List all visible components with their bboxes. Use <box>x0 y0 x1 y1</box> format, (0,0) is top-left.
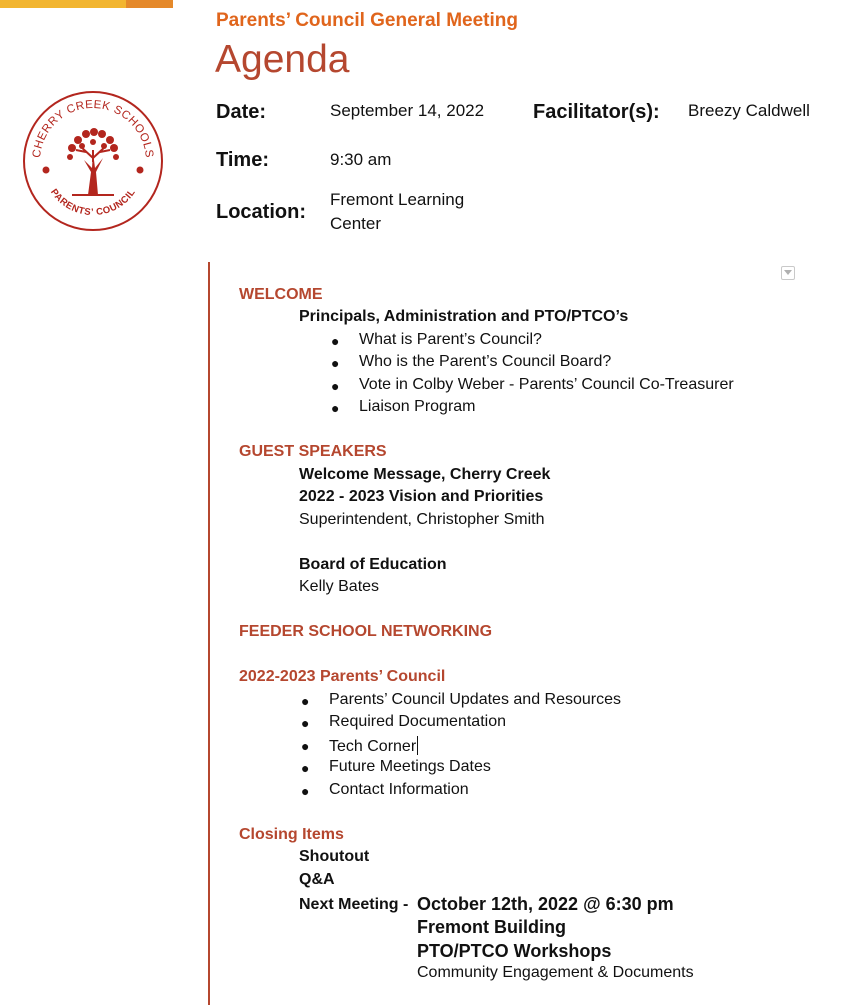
next-meeting-label: Next Meeting - <box>299 896 409 913</box>
top-accent-bar-end <box>126 0 173 8</box>
bullet-icon: ● <box>331 355 340 371</box>
next-meeting-detail: Community Engagement & Documents <box>417 964 694 981</box>
next-meeting-topic: PTO/PTCO Workshops <box>417 941 612 961</box>
welcome-item: Vote in Colby Weber - Parents’ Council Co-Treasurer <box>359 376 734 393</box>
guest-line-vision: 2022 - 2023 Vision and Priorities <box>299 488 544 505</box>
logo-text-top: CHERRY CREEK SCHOOLS <box>30 98 156 159</box>
bullet-icon: ● <box>331 333 340 349</box>
closing-shoutout: Shoutout <box>299 848 370 865</box>
date-value: September 14, 2022 <box>330 101 485 120</box>
next-meeting-date: October 12th, 2022 @ 6:30 pm <box>417 894 674 914</box>
time-value: 9:30 am <box>330 150 392 169</box>
council-item: Parents’ Council Updates and Resources <box>329 691 622 708</box>
welcome-subheading: Principals, Administration and PTO/PTCO’s <box>299 308 629 325</box>
document-subtitle: Parents’ Council General Meeting <box>216 10 518 31</box>
bullet-icon: ● <box>301 783 310 799</box>
bullet-icon: ● <box>301 738 310 754</box>
welcome-item: Liaison Program <box>359 398 476 415</box>
top-accent-bar <box>0 0 126 8</box>
location-label: Location: <box>216 201 306 223</box>
council-item-text: Tech Corner <box>329 738 417 755</box>
welcome-item: What is Parent’s Council? <box>359 331 542 348</box>
guest-line-welcome: Welcome Message, Cherry Creek <box>299 466 551 483</box>
welcome-item: Who is the Parent’s Council Board? <box>359 353 612 370</box>
guest-line-superintendent: Superintendent, Christopher Smith <box>299 511 545 528</box>
council-item: Contact Information <box>329 781 469 798</box>
next-meeting-place: Fremont Building <box>417 917 566 937</box>
bullet-icon: ● <box>301 693 310 709</box>
location-value: Fremont Learning Center <box>330 190 465 233</box>
facilitator-label: Facilitator(s): <box>533 101 660 123</box>
date-label: Date: <box>216 101 267 123</box>
bullet-icon: ● <box>331 400 340 416</box>
council-heading: 2022-2023 Parents’ Council <box>239 668 446 685</box>
bullet-icon: ● <box>301 760 310 776</box>
bullet-icon: ● <box>331 378 340 394</box>
guest-line-kelly: Kelly Bates <box>299 578 380 595</box>
left-margin-rule <box>208 262 210 1005</box>
text-cursor <box>417 736 418 755</box>
logo-text-bottom: PARENTS’ COUNCIL <box>48 187 138 219</box>
welcome-heading: WELCOME <box>239 286 323 303</box>
feeder-heading: FEEDER SCHOOL NETWORKING <box>239 623 493 640</box>
chevron-down-icon <box>784 270 792 276</box>
collapse-toggle[interactable] <box>781 266 795 280</box>
document-title: Agenda <box>215 38 350 81</box>
facilitator-value: Breezy Caldwell <box>688 101 810 120</box>
tree-icon <box>43 128 144 195</box>
closing-heading: Closing Items <box>239 826 344 843</box>
guest-line-board: Board of Education <box>299 556 447 573</box>
council-item-tech-corner[interactable] <box>329 736 418 756</box>
council-item: Required Documentation <box>329 713 506 730</box>
guest-speakers-heading: GUEST SPEAKERS <box>239 443 387 460</box>
time-label: Time: <box>216 149 269 171</box>
bullet-icon: ● <box>301 715 310 731</box>
closing-qa: Q&A <box>299 871 335 888</box>
council-item: Future Meetings Dates <box>329 758 491 775</box>
cherry-creek-logo <box>22 90 164 232</box>
